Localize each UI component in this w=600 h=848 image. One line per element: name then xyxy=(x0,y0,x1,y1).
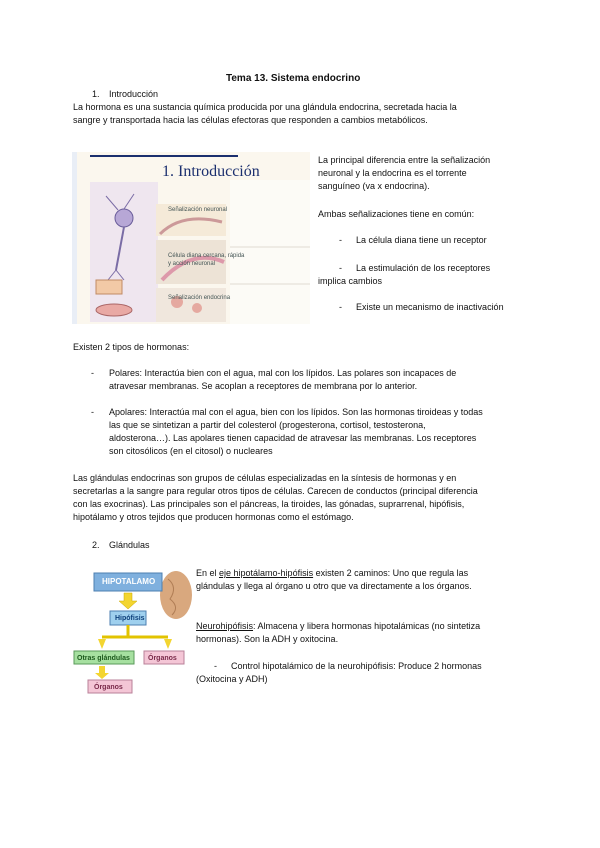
bullet-text: La estimulación de los receptores xyxy=(356,263,491,273)
polares-line: Polares: Interactúa bien con el agua, mal con los lípidos. Las polares son incapaces de xyxy=(109,368,457,378)
diagram-hipofisis: Hipófisis xyxy=(115,615,145,622)
neuro-line: hormonas). Son la ADH y oxitocina. xyxy=(196,634,339,644)
slide-label: y acción neuronal xyxy=(168,261,216,267)
right-text-line: neuronal y la endocrina es el torrente xyxy=(318,168,467,178)
diagram-otras-glandulas: Otras glándulas xyxy=(77,655,130,662)
slide-title: 1. Introducción xyxy=(162,163,260,180)
glands-line: con las exocrinas). Las principales son el páncreas, la tiroides, las gónadas, suprarrenal, hipófisis, xyxy=(73,499,465,509)
diagram-hipotalamo: HIPOTALAMO xyxy=(102,577,156,586)
apolares-line: Apolares: Interactúa mal con el agua, bien con los lípidos. Son las hormonas tiroideas y todas xyxy=(109,407,483,417)
neurohipofisis-link: Neurohipófisis xyxy=(196,621,254,631)
bullet-text: Existe un mecanismo de inactivación xyxy=(356,302,504,312)
right-text-line: Ambas señalizaciones tiene en común: xyxy=(318,209,475,219)
apolares-line: las que se sintetizan a partir del colesterol (progesterona, cortisol, testosterona, xyxy=(109,420,426,430)
page-title: Tema 13. Sistema endocrino xyxy=(226,73,361,84)
intro-line: La hormona es una sustancia química producida por una glándula endocrina, secretada hacia la xyxy=(73,102,457,112)
section-heading: Introducción xyxy=(109,89,159,99)
types-intro: Existen 2 tipos de hormonas: xyxy=(73,342,190,352)
bullet-dash: - xyxy=(214,661,217,671)
section-number: 2. xyxy=(92,540,100,550)
slide-label: Célula diana cercana, rápida xyxy=(168,253,245,259)
polares-line: atravesar membranas. Se acoplan a receptores de membrana por lo anterior. xyxy=(109,381,418,391)
glands-line: hipotálamo y otros tejidos que producen hormonas como el estómago. xyxy=(73,512,354,522)
neuro-rest: : Almacena y libera hormonas hipotalámicas (no sintetiza xyxy=(253,621,481,631)
bullet-text: La célula diana tiene un receptor xyxy=(356,235,487,245)
diagram-organos-right: Órganos xyxy=(148,655,177,662)
slide-image xyxy=(72,152,310,324)
bullet-dash: - xyxy=(91,368,94,378)
bullet-dash: - xyxy=(91,407,94,417)
bullet-text: Control hipotalámico de la neurohipófisis: Produce 2 hormonas xyxy=(231,661,482,671)
bullet-text: implica cambios xyxy=(318,276,383,286)
bullet-dash: - xyxy=(339,263,342,273)
bullet-dash: - xyxy=(339,235,342,245)
right2-line xyxy=(196,567,468,580)
neuro-line xyxy=(196,620,480,633)
apolares-line: son citosólicos (en el citosol) o nucleares xyxy=(109,446,273,456)
hypothalamus-diagram xyxy=(72,565,192,695)
section-heading: Glándulas xyxy=(109,540,150,550)
glands-line: Las glándulas endocrinas son grupos de células especializadas en la síntesis de hormonas y en xyxy=(73,473,457,483)
right2-pre: En el xyxy=(196,568,220,578)
section-number: 1. xyxy=(92,89,100,99)
eje-link: eje hipotálamo-hipófisis xyxy=(219,568,314,578)
intro-line: sangre y transportada hacia las células efectoras que responden a cambios metabólicos. xyxy=(73,115,428,125)
bullet-dash: - xyxy=(339,302,342,312)
diagram-organos-bottom: Órganos xyxy=(94,684,123,691)
right2-post: existen 2 caminos: Uno que regula las xyxy=(313,568,469,578)
right-text-line: La principal diferencia entre la señalización xyxy=(318,155,491,165)
bullet-text: (Oxitocina y ADH) xyxy=(196,674,268,684)
apolares-line: aldosterona…). Las apolares tienen capacidad de atravesar las membranas. Los receptores xyxy=(109,433,477,443)
slide-label: Señalización neuronal xyxy=(168,207,228,213)
slide-label: Señalización endocrina xyxy=(168,295,231,301)
glands-line: secretarlas a la sangre para regular otros tipos de células. Carecen de conductos (principal diferencia xyxy=(73,486,478,496)
right-text-line: sanguíneo (va x endocrina). xyxy=(318,181,430,191)
right2-line: glándulas y llega al órgano u otro que va directamente a los órganos. xyxy=(196,581,472,591)
